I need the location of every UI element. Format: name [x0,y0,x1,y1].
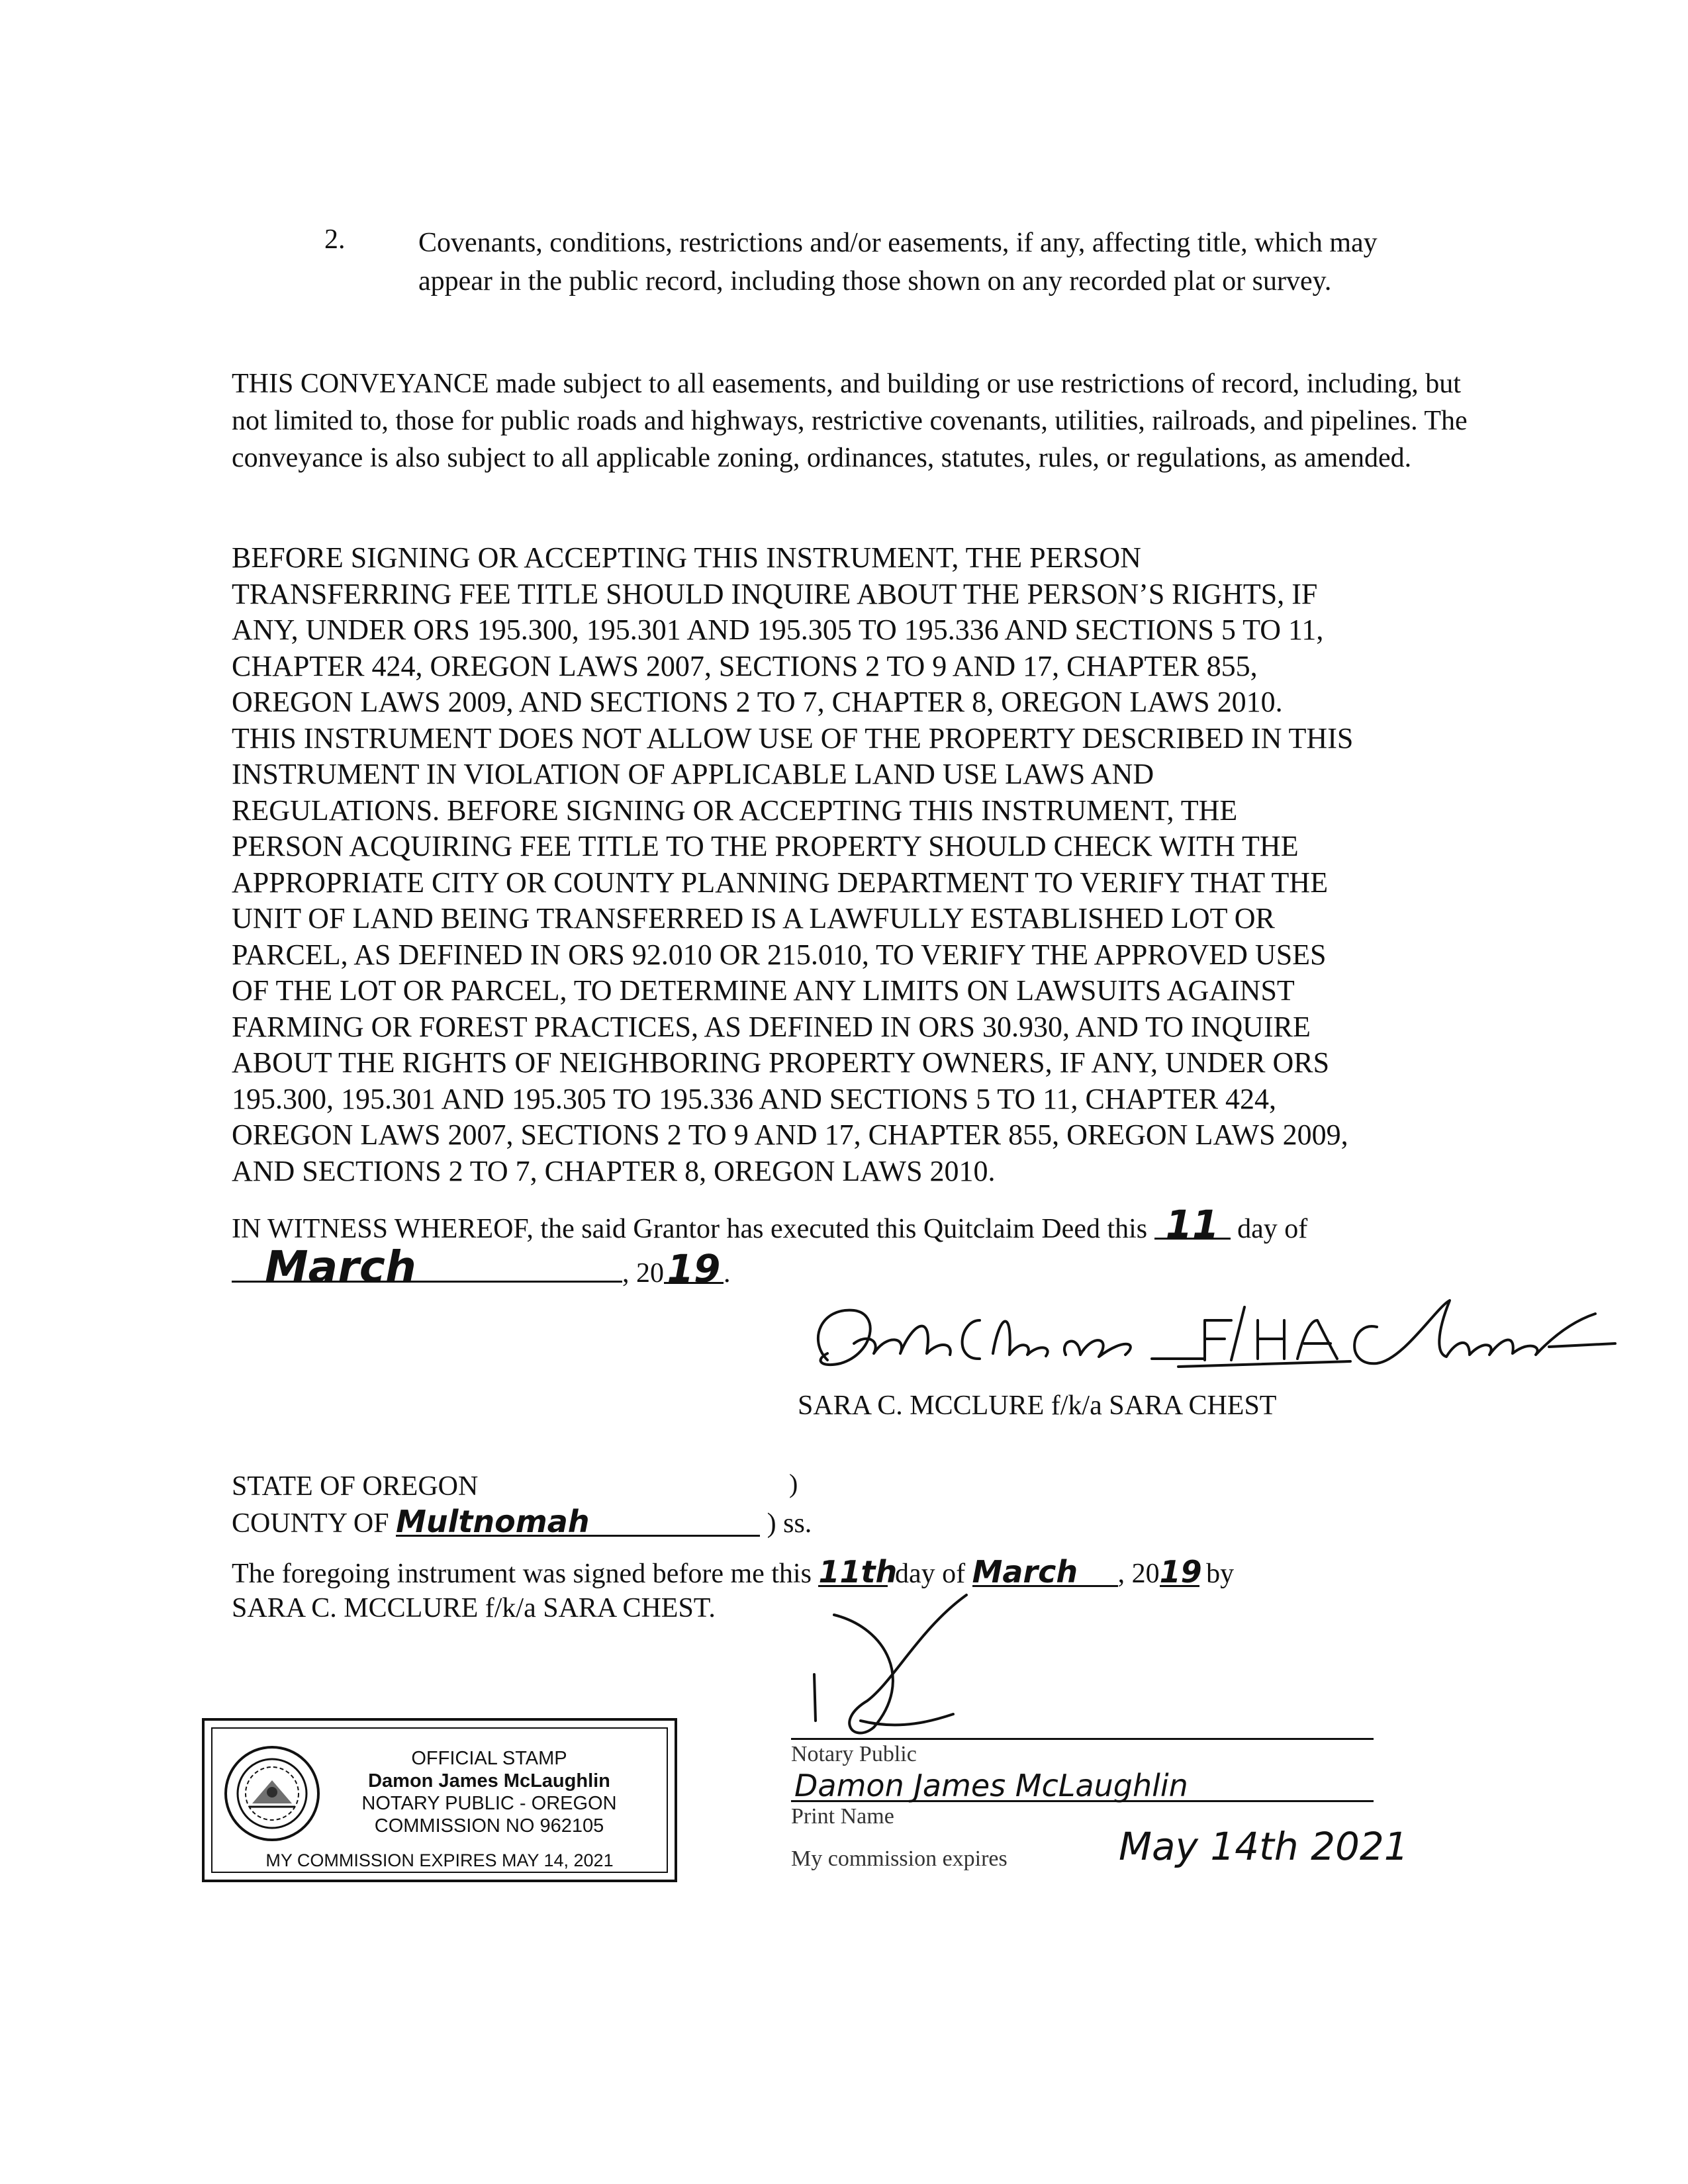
stamp-office: NOTARY PUBLIC - OREGON [361,1793,617,1814]
ack-month-field[interactable]: March [972,1559,1118,1587]
ack-day-of: day of [894,1559,966,1589]
notary-print-name-line [791,1800,1374,1802]
notary-signature-line [791,1738,1374,1740]
venue-county-label: COUNTY OF [232,1508,389,1539]
notary-expires-value[interactable]: May 14th 2021 [1119,1824,1409,1869]
item-number: 2. [324,224,346,255]
witness-text: IN WITNESS WHEREOF, the said Grantor has executed this Quitclaim Deed this [232,1214,1148,1244]
ack-year-field[interactable]: 19 [1159,1554,1202,1590]
conveyance-paragraph: THIS CONVEYANCE made subject to all easements, and building or use restrictions of record, including, but not limited to, those for public roads and highways, restrictive covenants, utilities, railroads, and pipelines. The conveyance is also subject to all applicable zoning, ordinances, statutes, rules, or regulations, as amended. [232,369,1468,473]
notice-line: TRANSFERRING FEE TITLE SHOULD INQUIRE ABOUT THE PERSON’S RIGHTS, IF [232,577,1318,610]
grantor-printed-name: SARA C. MCCLURE f/k/a SARA CHEST [798,1390,1277,1421]
grantor-signature [781,1281,1628,1400]
venue-block [232,1468,812,1542]
venue-bracket: ) [789,1469,798,1498]
notice-line: AND SECTIONS 2 TO 7, CHAPTER 8, OREGON LAWS 2010. [232,1154,996,1187]
notary-public-label: Notary Public [791,1742,917,1766]
ack-day-field[interactable]: 11th [818,1554,898,1590]
notice-line: BEFORE SIGNING OR ACCEPTING THIS INSTRUMENT, THE PERSON [232,541,1141,574]
official-stamp [202,1718,677,1882]
notice-line: REGULATIONS. BEFORE SIGNING OR ACCEPTING THIS INSTRUMENT, THE [232,794,1238,827]
ack-by: by [1206,1559,1235,1589]
notice-line: OF THE LOT OR PARCEL, TO DETERMINE ANY LIMITS ON LAWSUITS AGAINST [232,974,1295,1007]
witness-year-field[interactable]: 19 [664,1255,724,1284]
witness-year-suffix: . [724,1258,731,1289]
notice-line: ANY, UNDER ORS 195.300, 195.301 AND 195.305 TO 195.336 AND SECTIONS 5 TO 11, [232,614,1324,646]
item-text: Covenants, conditions, restrictions and/or easements, if any, affecting title, which may appear in the public record, including those shown on any recorded plat or survey. [418,228,1378,296]
notice-line: OREGON LAWS 2009, AND SECTIONS 2 TO 7, CHAPTER 8, OREGON LAWS 2010. [232,686,1283,718]
venue-ss: ) ss. [767,1508,812,1539]
notary-print-name-value[interactable]: Damon James McLaughlin [794,1768,1188,1803]
notice-line: PARCEL, AS DEFINED IN ORS 92.010 OR 215.010, TO VERIFY THE APPROVED USES [232,938,1327,971]
stamp-notary-name: Damon James McLaughlin [368,1770,610,1792]
notice-line: 195.300, 195.301 AND 195.305 TO 195.336 AND SECTIONS 5 TO 11, CHAPTER 424, [232,1082,1277,1115]
witness-month-field[interactable]: March [232,1254,622,1283]
notice-line: OREGON LAWS 2007, SECTIONS 2 TO 9 AND 17, CHAPTER 855, OREGON LAWS 2009, [232,1118,1348,1151]
ack-year-prefix: , 20 [1117,1559,1160,1589]
acknowledgment [232,1554,1235,1625]
stamp-text [317,1747,661,1837]
venue-county-field[interactable]: Multnomah [396,1508,760,1537]
notice-line: APPROPRIATE CITY OR COUNTY PLANNING DEPARTMENT TO VERIFY THAT THE [232,866,1329,899]
witness-year-prefix: , 20 [622,1258,664,1289]
stamp-title: OFFICIAL STAMP [411,1748,567,1769]
stamp-expires: MY COMMISSION EXPIRES MAY 14, 2021 [265,1850,614,1870]
ack-line [232,1554,1235,1591]
venue-state: STATE OF OREGON [232,1471,479,1502]
stamp-commission: COMMISSION NO 962105 [374,1815,604,1837]
witness-day-of: day of [1237,1214,1308,1244]
notice-line: PERSON ACQUIRING FEE TITLE TO THE PROPERTY SHOULD CHECK WITH THE [232,830,1299,862]
witness-day-field[interactable]: 11 [1154,1211,1231,1240]
ack-signer: SARA C. MCCLURE f/k/a SARA CHEST. [232,1593,716,1623]
notice-line: UNIT OF LAND BEING TRANSFERRED IS A LAWFULLY ESTABLISHED LOT OR [232,902,1275,934]
notary-expires-label: My commission expires [791,1846,1008,1871]
state-seal-icon [219,1741,325,1846]
notice-line: FARMING OR FOREST PRACTICES, AS DEFINED IN ORS 30.930, AND TO INQUIRE [232,1010,1311,1043]
ack-text: The foregoing instrument was signed before me this [232,1559,812,1589]
notice-line: ABOUT THE RIGHTS OF NEIGHBORING PROPERTY OWNERS, IF ANY, UNDER ORS [232,1046,1330,1079]
notary-print-name-label: Print Name [791,1804,894,1829]
notice-line: CHAPTER 424, OREGON LAWS 2007, SECTIONS 2 TO 9 AND 17, CHAPTER 855, [232,649,1258,682]
statutory-notice [232,540,1489,1189]
witness-date-line [232,1242,731,1293]
notice-line: THIS INSTRUMENT DOES NOT ALLOW USE OF THE PROPERTY DESCRIBED IN THIS [232,721,1354,754]
notice-line: INSTRUMENT IN VIOLATION OF APPLICABLE LAND USE LAWS AND [232,758,1154,790]
witness-clause [232,1202,1308,1247]
notary-signature [794,1588,1006,1747]
venue-county-line [232,1505,812,1542]
